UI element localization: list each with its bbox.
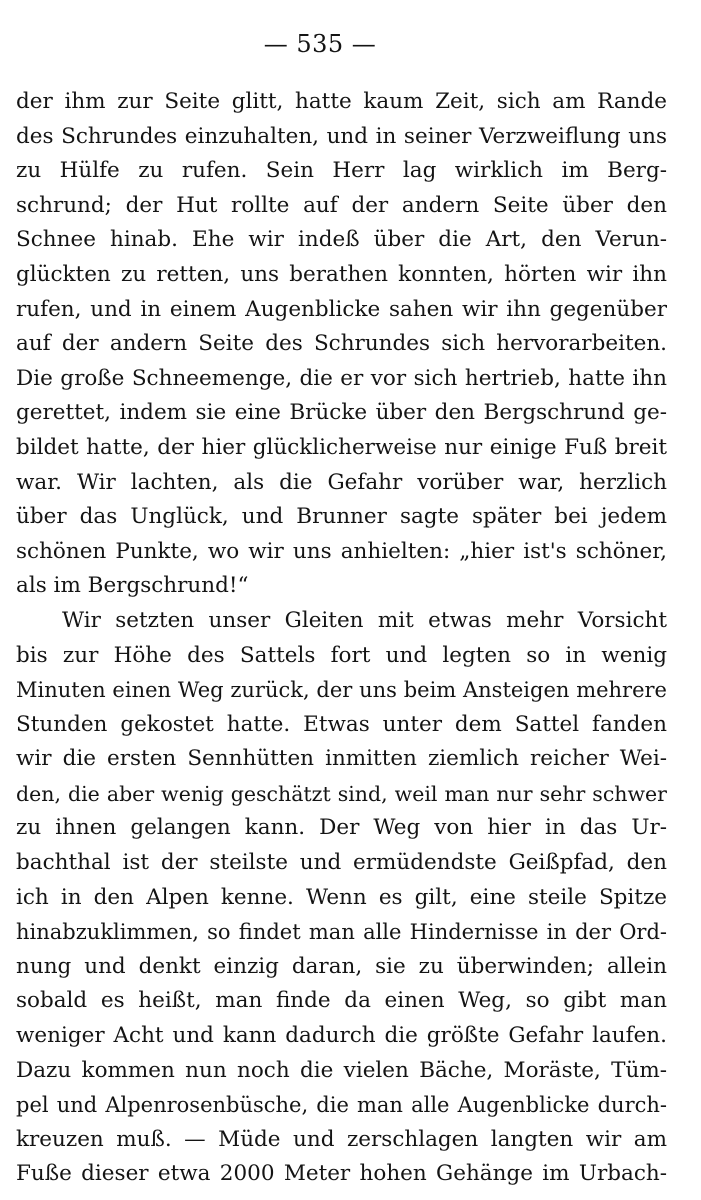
text-line: bis zur Höhe des Sattels fort und legten so in wenig xyxy=(16,642,667,668)
text-line: den, die aber wenig geschätzt sind, weil man nur sehr schwer xyxy=(16,781,667,806)
text-line: schönen Punkte, wo wir uns anhielten: „hier ist's schöner, xyxy=(16,538,667,564)
text-line: Die große Schneemenge, die er vor sich hertrieb, hatte ihn xyxy=(16,365,667,391)
text-line: wir die ersten Sennhütten inmitten ziemlich reicher Wei- xyxy=(16,746,667,772)
text-line: Wir setzten unser Gleiten mit etwas mehr Vorsicht xyxy=(62,607,667,633)
text-line: Fuße dieser etwa 2000 Meter hohen Gehänge im Urbach- xyxy=(16,1161,667,1187)
text-line: glückten zu retten, uns berathen konnten, hörten wir ihn xyxy=(16,261,667,287)
text-line: gerettet, indem sie eine Brücke über den Bergschrund ge- xyxy=(16,400,667,426)
text-line: Stunden gekostet hatte. Etwas unter dem Sattel fanden xyxy=(16,711,667,737)
text-line: war. Wir lachten, als die Gefahr vorüber war, herzlich xyxy=(16,469,667,495)
text-line: Dazu kommen nun noch die vielen Bäche, Moräste, Tüm- xyxy=(16,1057,667,1083)
text-line: pel und Alpenrosenbüsche, die man alle Augenblicke durch- xyxy=(16,1093,667,1118)
text-line: Minuten einen Weg zurück, der uns beim Ansteigen mehrere xyxy=(16,678,667,703)
text-line: hinabzuklimmen, so findet man alle Hindernisse in der Ord- xyxy=(16,920,667,945)
text-line: schrund; der Hut rollte auf der andern Seite über den xyxy=(16,192,667,218)
page-number: — 535 — xyxy=(263,30,377,58)
text-line: der ihm zur Seite glitt, hatte kaum Zeit, sich am Rande xyxy=(16,89,667,114)
text-line: des Schrundes einzuhalten, und in seiner Verzweiflung uns xyxy=(16,123,667,149)
text-line: als im Bergschrund!“ xyxy=(16,573,249,599)
text-line: zu ihnen gelangen kann. Der Weg von hier in das Ur- xyxy=(16,815,667,841)
text-line: ich in den Alpen kenne. Wenn es gilt, eine steile Spitze xyxy=(16,884,667,910)
text-line: rufen, und in einem Augenblicke sahen wir ihn gegenüber xyxy=(16,296,667,322)
text-line: über das Unglück, und Brunner sagte später bei jedem xyxy=(16,504,667,530)
text-line: bachthal ist der steilste und ermüdendste Geißpfad, den xyxy=(16,850,667,876)
text-line: Schnee hinab. Ehe wir indeß über die Art, den Verun- xyxy=(16,227,667,253)
text-line: kreuzen muß. — Müde und zerschlagen langten wir am xyxy=(16,1126,667,1152)
text-line: nung und denkt einzig daran, sie zu überwinden; allein xyxy=(16,953,667,979)
body-text xyxy=(16,85,667,1192)
text-line: auf der andern Seite des Schrundes sich hervorarbeiten. xyxy=(16,331,667,357)
text-line: zu Hülfe zu rufen. Sein Herr lag wirklich im Berg- xyxy=(16,158,667,184)
text-line: weniger Acht und kann dadurch die größte Gefahr laufen. xyxy=(16,1023,667,1049)
text-line: bildet hatte, der hier glücklicherweise nur einige Fuß breit xyxy=(16,434,667,460)
text-line: sobald es heißt, man finde da einen Weg, so gibt man xyxy=(16,988,667,1014)
